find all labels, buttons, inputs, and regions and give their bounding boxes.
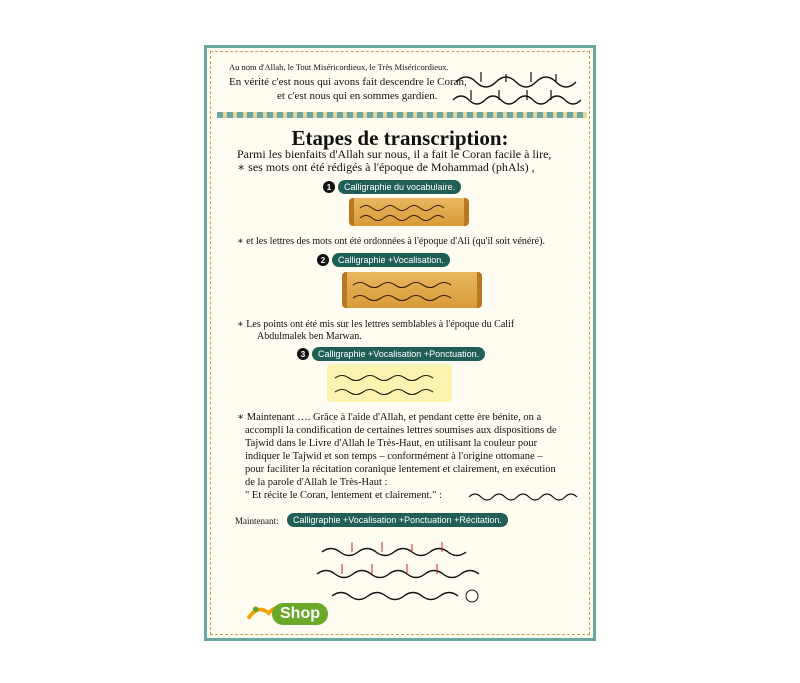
arabic-verse-recitation — [312, 538, 492, 608]
intro-line1: Parmi les bienfaits d'Allah sur nous, il a fait le Coran facile à lire, — [237, 147, 552, 161]
step-label: Calligraphie +Vocalisation. — [332, 253, 450, 267]
maintenant-line1: ∗ Maintenant …. Grâce à l'aide d'Allah, et pendant cette ère bénite, on a — [237, 412, 542, 423]
step-1 — [323, 180, 461, 194]
step-label: Calligraphie +Vocalisation +Ponctuation. — [312, 347, 485, 361]
calligraphy-sample-3 — [327, 364, 452, 402]
arabic-header-calligraphy — [451, 68, 581, 108]
calligraphy-sample-scroll-1 — [349, 198, 469, 226]
note-letters: ∗ et les lettres des mots ont été ordonnées à l'époque d'Ali (qu'il soit vénéré). — [237, 236, 545, 247]
page-header — [217, 56, 585, 110]
maintenant-quote: " Et récite le Coran, lentement et clairement." : — [245, 490, 442, 501]
shop-logo-text: Shop — [272, 603, 328, 625]
step-final — [287, 513, 508, 527]
maintenant-label: Maintenant: — [235, 516, 279, 526]
step-3 — [297, 347, 485, 361]
page-title: Etapes de transcription: — [291, 126, 509, 150]
note-points-line2: Abdulmalek ben Marwan. — [257, 331, 362, 342]
intro-line2: ∗ ses mots ont été rédigés à l'époque de Mohammad (phAls) , — [237, 160, 535, 174]
arabic-verse-quote — [465, 486, 585, 504]
maintenant-line2: accompli la condification de certaines lettres soumises aux dispositions de — [245, 425, 557, 436]
step-number: 1 — [323, 181, 335, 193]
step-number: 2 — [317, 254, 329, 266]
step-2 — [317, 253, 450, 267]
ornamental-divider — [217, 112, 587, 118]
maintenant-line4: indiquer le Tajwid et son temps – conformément à l'origine ottomane – — [245, 451, 543, 462]
maintenant-line3: Tajwid dans le Livre d'Allah le Très-Haut, en utilisant la couleur pour — [245, 438, 538, 449]
step-number: 3 — [297, 348, 309, 360]
note-points-line1: ∗ Les points ont été mis sur les lettres semblables à l'époque du Calif — [237, 319, 515, 330]
maintenant-line5: pour faciliter la récitation coranique lentement et clairement, en exécution — [245, 464, 556, 475]
step-label: Calligraphie du vocabulaire. — [338, 180, 461, 194]
header-verse-line2: et c'est nous qui en sommes gardien. — [277, 90, 438, 102]
book-page — [204, 45, 596, 641]
step-label: Calligraphie +Vocalisation +Ponctuation +Récitation. — [287, 513, 508, 527]
calligraphy-sample-scroll-2 — [342, 272, 482, 308]
maintenant-line6: de la parole d'Allah le Très-Haut : — [245, 477, 388, 488]
header-verse-line1: En vérité c'est nous qui avons fait descendre le Coran, — [229, 76, 467, 88]
header-basmala-translation: Au nom d'Allah, le Tout Miséricordieux, le Très Miséricordieux. — [229, 62, 449, 72]
